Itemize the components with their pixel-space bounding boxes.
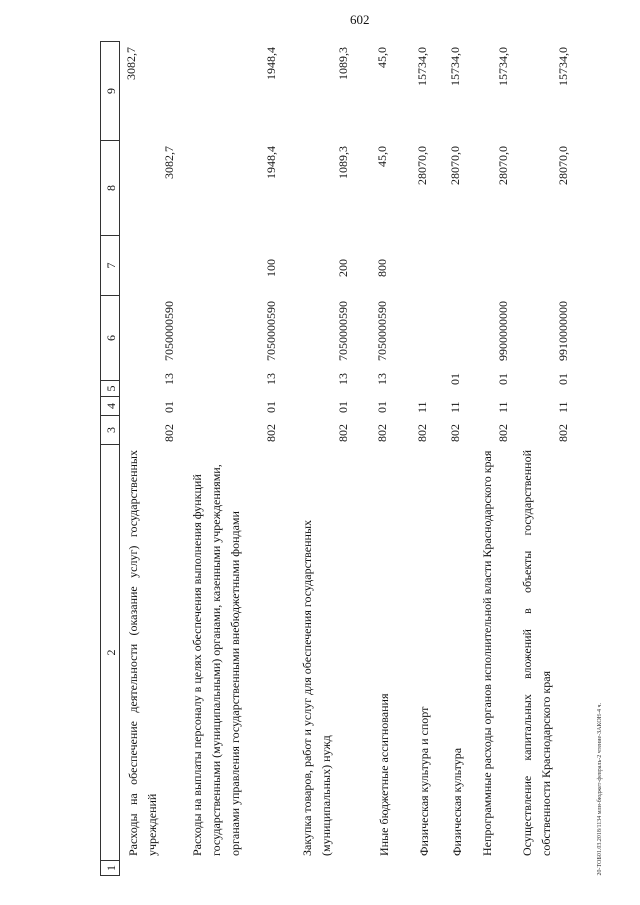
row-c8: 1948,4 [264, 146, 278, 179]
row-c3: 802 [375, 424, 389, 442]
budget-table [100, 40, 580, 876]
row-c4: 11 [415, 401, 429, 413]
row-c6: 7050000590 [336, 301, 350, 361]
header-col-1: 1 [100, 860, 120, 876]
row-c9: 15734,0 [448, 47, 462, 86]
row-c4: 01 [375, 401, 389, 413]
header-col-5: 5 [100, 380, 120, 396]
row-c4: 01 [162, 401, 176, 413]
header-col-4: 4 [100, 396, 120, 415]
row-c8: 28070,0 [556, 146, 570, 185]
table-row [518, 40, 578, 876]
row-description: Закупка товаров, работ и услуг для обеспечения государственных (муниципальных) нужд [300, 519, 333, 856]
row-c3: 802 [336, 424, 350, 442]
row-description: Физическая культура и спорт [417, 706, 431, 856]
table-row [415, 40, 437, 876]
row-c5: 13 [336, 373, 350, 385]
side-note [588, 40, 612, 876]
row-c6: 9900000000 [496, 301, 510, 361]
row-c9: 1948,4 [264, 47, 278, 80]
row-c8: 3082,7 [162, 146, 176, 179]
row-description: Расходы на выплаты персоналу в целях обеспечения выполнения функций государственными (муниципальными) органами, казенными учреждениями, органами управления государственными внебюджетными фондами [190, 464, 242, 856]
row-c5: 13 [162, 373, 176, 385]
header-col-7: 7 [100, 235, 120, 295]
row-c6: 9910000000 [556, 301, 570, 361]
header-col-2: 2 [100, 444, 120, 860]
row-c7: 100 [264, 259, 278, 277]
row-c5: 13 [375, 373, 389, 385]
table-row [298, 40, 368, 876]
header-col-3: 3 [100, 415, 120, 444]
row-c4: 01 [336, 401, 350, 413]
side-note-text: 20-ТОБ01.03.2018/1134 млн-бюджет-февраль-2 чтение-ЗАКОН-4 ч. [597, 703, 603, 876]
row-description: Непрограммные расходы органов исполнительной власти Краснодарского края [480, 450, 494, 856]
row-c9: 15734,0 [556, 47, 570, 86]
row-c8: 28070,0 [415, 146, 429, 185]
row-c3: 802 [496, 424, 510, 442]
table-row [478, 40, 518, 876]
row-description: Физическая культура [450, 747, 464, 856]
row-c8: 45,0 [375, 146, 389, 167]
row-c9: 1089,3 [336, 47, 350, 80]
row-c3: 802 [448, 424, 462, 442]
table-header-row [100, 40, 122, 876]
row-c3: 802 [556, 424, 570, 442]
table-row [448, 40, 470, 876]
row-c8: 28070,0 [496, 146, 510, 185]
row-c8: 1089,3 [336, 146, 350, 179]
row-c9: 3082,7 [124, 47, 138, 80]
row-c5: 01 [448, 373, 462, 385]
row-c6: 7050000590 [375, 301, 389, 361]
row-c5: 01 [496, 373, 510, 385]
row-c3: 802 [162, 424, 176, 442]
budget-table-rotated [100, 40, 580, 876]
row-c5: 13 [264, 373, 278, 385]
header-col-6: 6 [100, 295, 120, 380]
table-row [375, 40, 397, 876]
row-c8: 28070,0 [448, 146, 462, 185]
row-c3: 802 [264, 424, 278, 442]
table-row [124, 40, 181, 876]
header-col-8: 8 [100, 140, 120, 235]
header-col-9: 9 [100, 41, 120, 140]
page-number: 602 [350, 12, 370, 27]
row-c9: 15734,0 [415, 47, 429, 86]
row-c6: 7050000590 [162, 301, 176, 361]
row-c4: 11 [556, 401, 570, 413]
row-c4: 11 [448, 401, 462, 413]
row-description: Осуществление капитальных вложений в объекты государственной собственности Краснодарского края [520, 450, 553, 856]
row-c4: 11 [496, 401, 510, 413]
row-c6: 7050000590 [264, 301, 278, 361]
row-c4: 01 [264, 401, 278, 413]
row-c7: 800 [375, 259, 389, 277]
row-description: Иные бюджетные ассигнования [377, 693, 391, 856]
row-c7: 200 [336, 259, 350, 277]
row-c9: 45,0 [375, 47, 389, 68]
row-description: Расходы на обеспечение деятельности (оказание услуг) государственных учреждений [126, 450, 159, 856]
row-c9: 15734,0 [496, 47, 510, 86]
row-c5: 01 [556, 373, 570, 385]
row-c3: 802 [415, 424, 429, 442]
table-row [188, 40, 284, 876]
